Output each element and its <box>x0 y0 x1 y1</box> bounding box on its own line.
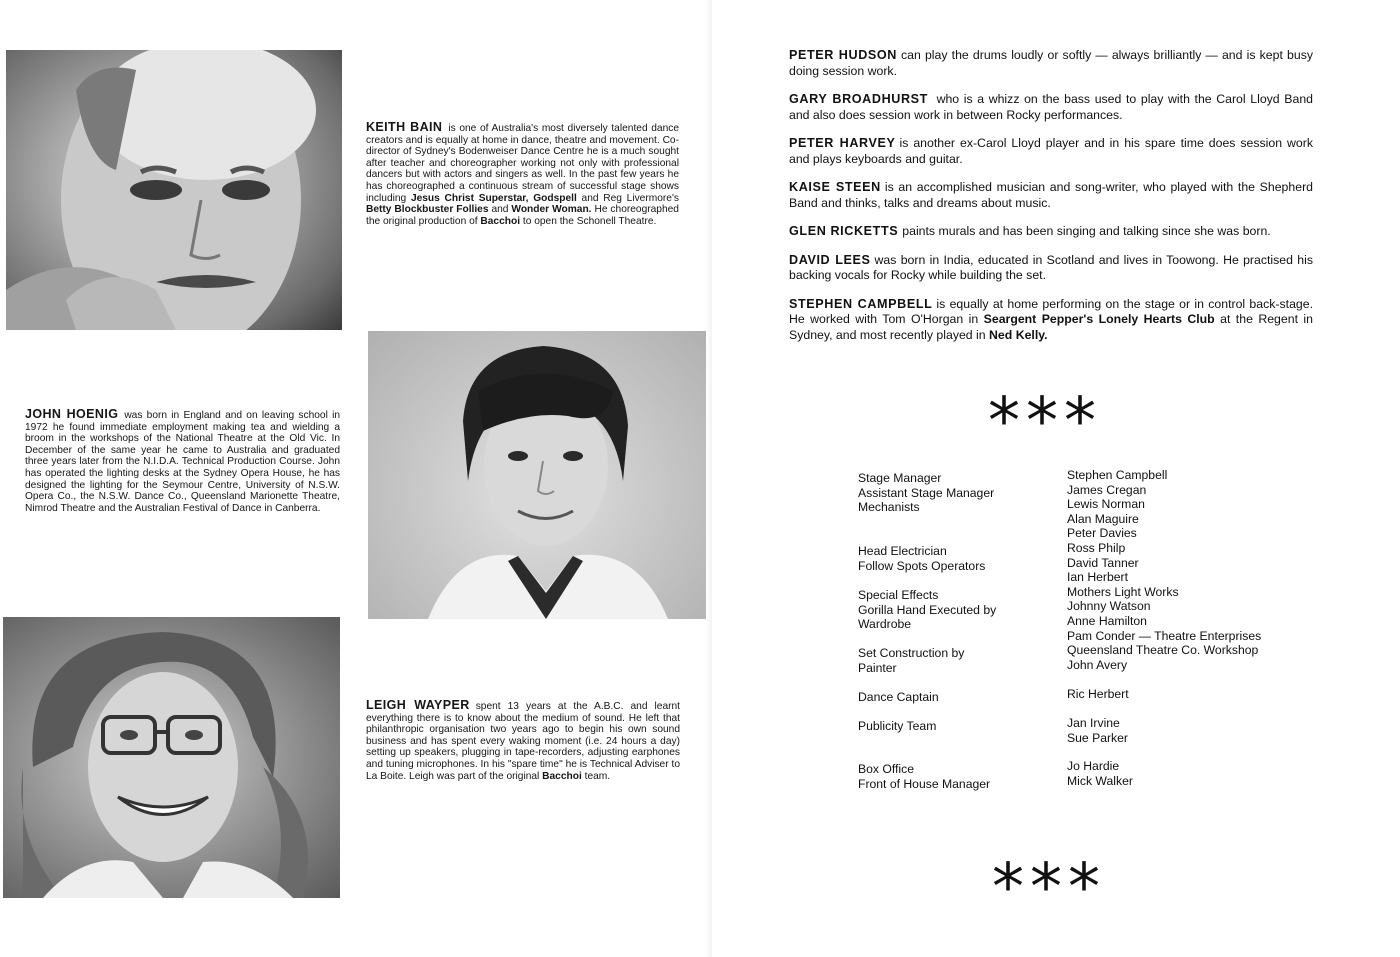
title-emphasis: Seargent Pepper's Lonely Hearts Club <box>983 312 1215 326</box>
credit-line: Johnny Watson <box>1067 599 1151 614</box>
credit-line: Ian Herbert <box>1067 570 1128 585</box>
credit-line: Anne Hamilton <box>1067 613 1147 628</box>
crew-roles-group-2 <box>858 544 985 573</box>
credit-line: Gorilla Hand Executed by <box>858 602 997 617</box>
title-emphasis: Ned Kelly. <box>989 327 1048 342</box>
bio-text: can play the drums loudly or softly — always brilliantly — and is kept busy doing session work. <box>789 48 1314 78</box>
person-name: JOHN HOENIG <box>25 407 119 421</box>
credit-line: Dance Captain <box>858 690 939 704</box>
credit-line: Ross Philp <box>1067 540 1126 555</box>
credit-line: Ric Herbert <box>1067 687 1129 701</box>
bio-text: at the Regent in Sydney, and most recently played in <box>789 312 1313 342</box>
credit-line: Stage Manager <box>858 471 942 485</box>
credit-line: Assistant Stage Manager <box>858 485 995 500</box>
credit-line: Box Office <box>858 762 914 776</box>
bio-text: team. <box>581 770 611 782</box>
bio-text: was born in England and on leaving school in 1972 he found immediate employment making tea and wielding a broom in the workshops of the National Theatre at the Old Vic. In December of the same year he came to Australia and graduated three years later from the N.I.D.A. Technical Production Course. John has operated the lighting desks at the Sydney Opera House, he has designed the lighting for the Seymour Centre, University of N.S.W. Opera Co., the N.S.W. Dance Co., Queensland Marionette Theatre, Nimrod Theatre and the Australian Festival of Dance in Canberra. <box>25 410 340 514</box>
person-name: DAVID LEES <box>789 252 871 267</box>
bio-stephen-campbell <box>789 297 1313 344</box>
person-name: STEPHEN CAMPBELL <box>789 296 933 311</box>
crew-names-group-4 <box>1067 759 1133 788</box>
band-bios <box>789 48 1313 356</box>
bio-glen-ricketts <box>789 224 1313 240</box>
photo-keith-bain <box>6 50 342 330</box>
credit-line: Set Construction by <box>858 646 965 660</box>
bio-kaise-steen <box>789 180 1313 211</box>
bio-text: is one of Australia's most diversely talented dance creators and is equally at home in dance, theatre and movement. Co-director of Sydney's Bodenweiser Dance Centre he is a much sought after teacher and choreographer working not only with professional dancers but with actors and singers as well. In the past few years he has choreographed a continuous stream of successful stage shows including <box>366 123 679 204</box>
credit-line: Mick Walker <box>1067 773 1133 788</box>
crew-roles-group-4 <box>858 646 964 675</box>
bio-text: was born in India, educated in Scotland and lives in Toowong. He practised his backing vocals for Rocky while building the set. <box>789 252 1314 282</box>
credit-line: Peter Davies <box>1067 526 1137 541</box>
person-name: KEITH BAIN <box>366 120 443 134</box>
credit-line: Queensland Theatre Co. Workshop <box>1067 643 1259 658</box>
crew-roles-group-5 <box>858 690 939 705</box>
credit-line: Sue Parker <box>1067 730 1128 745</box>
credit-line: David Tanner <box>1067 555 1139 570</box>
photo-leigh-wayper <box>3 617 340 898</box>
bio-text: He choreographed the original production of <box>366 204 679 227</box>
bio-david-lees <box>789 253 1313 284</box>
person-name: PETER HUDSON <box>789 48 897 62</box>
credit-line: Mothers Light Works <box>1067 584 1179 599</box>
credit-line: Head Electrician <box>858 544 947 558</box>
credit-line: Front of House Manager <box>858 776 991 791</box>
bio-text: is an accomplished musician and song-writer, who played with the Shepherd Band and thinks, talks and dreams about music. <box>789 180 1314 210</box>
credit-line: Jan Irvine <box>1067 716 1120 730</box>
bio-text: and Reg Livermore's <box>576 192 679 204</box>
title-emphasis: Bacchoi <box>480 215 521 227</box>
bio-text: and <box>488 204 512 216</box>
credit-line: Pam Conder — Theatre Enterprises <box>1067 628 1262 643</box>
credit-line: Jo Hardie <box>1067 759 1120 773</box>
asterisk-divider-top: *** <box>988 385 1102 459</box>
credit-line: Stephen Campbell <box>1067 468 1168 482</box>
title-emphasis: Betty Blockbuster Follies <box>366 204 489 216</box>
bio-text: is equally at home performing on the stage or in control back-stage. He worked with Tom O'Horgan in <box>789 296 1314 326</box>
bio-peter-hudson <box>789 48 1313 79</box>
photo-john-hoenig <box>368 331 706 619</box>
title-emphasis: Wonder Woman. <box>511 204 592 216</box>
credit-line: James Cregan <box>1067 482 1147 497</box>
credit-line: Lewis Norman <box>1067 497 1145 512</box>
bio-text: is another ex-Carol Lloyd player and in his spare time does session work and plays keyboards and guitar. <box>789 136 1313 166</box>
person-name: LEIGH WAYPER <box>366 698 470 712</box>
credit-line: Mechanists <box>858 500 920 515</box>
crew-roles-group-3 <box>858 588 996 632</box>
crew-names-group-3 <box>1067 716 1128 745</box>
credit-line: Publicity Team <box>858 719 937 733</box>
person-name: GARY BROADHURST <box>789 92 928 106</box>
credit-line: Wardrobe <box>858 617 912 632</box>
bio-peter-harvey <box>789 136 1313 167</box>
credit-line: Painter <box>858 660 897 675</box>
crew-names-group-2 <box>1067 687 1129 702</box>
bio-john-hoenig <box>25 409 340 514</box>
crew-roles-group-1 <box>858 471 994 515</box>
bio-text: paints murals and has been singing and talking since she was born. <box>902 224 1271 238</box>
bio-keith-bain <box>366 122 679 227</box>
credit-line: Special Effects <box>858 588 939 602</box>
title-emphasis: Bacchoi <box>542 770 582 782</box>
crew-roles-group-6 <box>858 719 936 734</box>
credit-line: John Avery <box>1067 657 1128 672</box>
bio-leigh-wayper <box>366 700 680 782</box>
bio-text: who is a whizz on the bass used to play with the Carol Lloyd Band and also does session work in between Rocky performances. <box>789 92 1313 122</box>
bio-text: to open the Schonell Theatre. <box>520 215 657 227</box>
crew-names-group-1 <box>1067 468 1261 672</box>
title-emphasis: Jesus Christ Superstar, Godspell <box>410 192 577 204</box>
bio-gary-broadhurst <box>789 92 1313 123</box>
person-name: PETER HARVEY <box>789 136 896 150</box>
credit-line: Follow Spots Operators <box>858 558 986 573</box>
bio-text: spent 13 years at the A.B.C. and learnt everything there is to know about the medium of sound. He left that philanthropic organisation two years ago to begin his own sound business and has spent every waking moment (i.e. 24 hours a day) setting up speakers, plugging in tape-recorders, adjusting earphones and tuning microphones. In his "spare time" he is Technical Adviser to La Boite. Leigh was part of the original <box>366 701 680 782</box>
person-name: KAISE STEEN <box>789 180 881 194</box>
credit-line: Alan Maguire <box>1067 511 1139 526</box>
asterisk-divider-bottom: *** <box>992 851 1106 925</box>
crew-roles-group-7 <box>858 762 990 791</box>
person-name: GLEN RICKETTS <box>789 224 899 238</box>
